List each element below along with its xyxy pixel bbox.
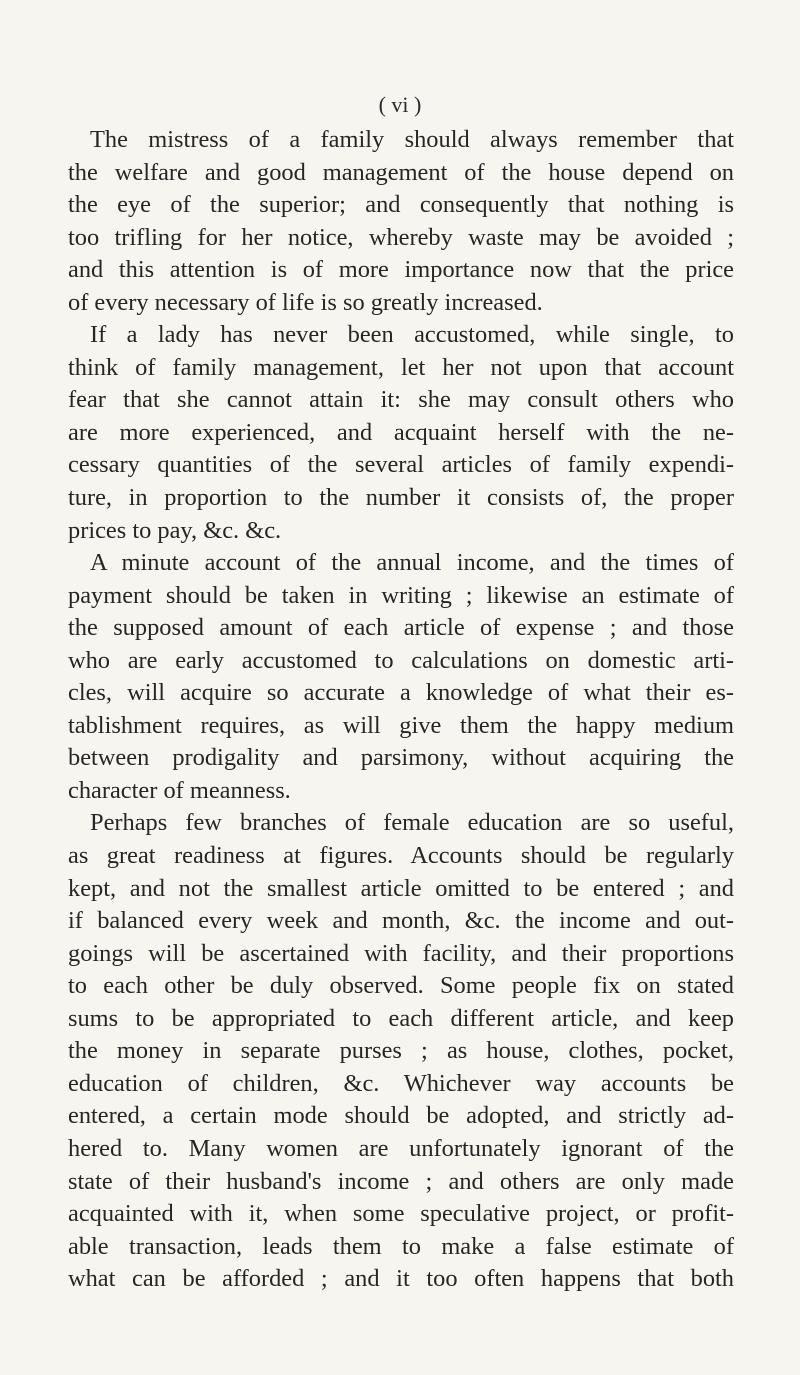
text-line: if balanced every week and month, &c. the income and out- — [68, 907, 734, 935]
text-line: fear that she cannot attain it: she may consult others who — [68, 386, 734, 414]
text-line: the money in separate purses ; as house, clothes, pocket, — [68, 1037, 734, 1065]
text-line: entered, a certain mode should be adopted, and strictly ad- — [68, 1102, 734, 1130]
text-line: payment should be taken in writing ; likewise an estimate of — [68, 581, 734, 609]
body-text — [68, 124, 734, 1296]
text-line: hered to. Many women are unfortunately ignorant of the — [68, 1134, 734, 1162]
text-line: the welfare and good management of the house depend on — [68, 158, 734, 186]
text-line: prices to pay, &c. &c. — [68, 516, 282, 544]
text-line: cessary quantities of the several articles of family expendi- — [68, 451, 734, 479]
text-line: are more experienced, and acquaint herself with the ne- — [68, 418, 734, 446]
text-line: between prodigality and parsimony, without acquiring the — [68, 744, 734, 772]
page-number: ( vi ) — [378, 92, 422, 117]
text-line: who are early accustomed to calculations on domestic arti- — [68, 646, 734, 674]
text-line: Perhaps few branches of female education are so useful, — [90, 809, 734, 837]
text-line: as great readiness at figures. Accounts should be regularly — [68, 842, 734, 870]
text-line: and this attention is of more importance now that the price — [68, 256, 734, 284]
text-line: acquainted with it, when some speculative project, or profit- — [68, 1200, 734, 1228]
text-line: cles, will acquire so accurate a knowledge of what their es- — [68, 679, 734, 707]
text-line: goings will be ascertained with facility, and their proportions — [68, 939, 734, 967]
text-line: too trifling for her notice, whereby waste may be avoided ; — [68, 223, 734, 251]
text-line: the eye of the superior; and consequently that nothing is — [68, 191, 734, 219]
text-line: what can be afforded ; and it too often happens that both — [68, 1265, 734, 1293]
text-line: of every necessary of life is so greatly increased. — [68, 288, 543, 316]
text-line: to each other be duly observed. Some people fix on stated — [68, 972, 734, 1000]
text-line: education of children, &c. Whichever way accounts be — [68, 1069, 734, 1097]
text-line: tablishment requires, as will give them the happy medium — [68, 711, 734, 739]
text-line: the supposed amount of each article of expense ; and those — [68, 614, 734, 642]
text-line: If a lady has never been accustomed, while single, to — [90, 321, 734, 349]
text-line: sums to be appropriated to each different article, and keep — [68, 1004, 734, 1032]
text-line: The mistress of a family should always remember that — [90, 126, 734, 153]
text-line: able transaction, leads them to make a false estimate of — [68, 1232, 734, 1260]
text-line: A minute account of the annual income, and the times of — [90, 549, 734, 577]
text-line: ture, in proportion to the number it consists of, the proper — [68, 484, 734, 512]
text-line: think of family management, let her not upon that account — [68, 353, 734, 381]
text-line: character of meanness. — [68, 776, 291, 804]
text-line: state of their husband's income ; and others are only made — [68, 1167, 734, 1195]
text-line: kept, and not the smallest article omitted to be entered ; and — [68, 874, 734, 902]
